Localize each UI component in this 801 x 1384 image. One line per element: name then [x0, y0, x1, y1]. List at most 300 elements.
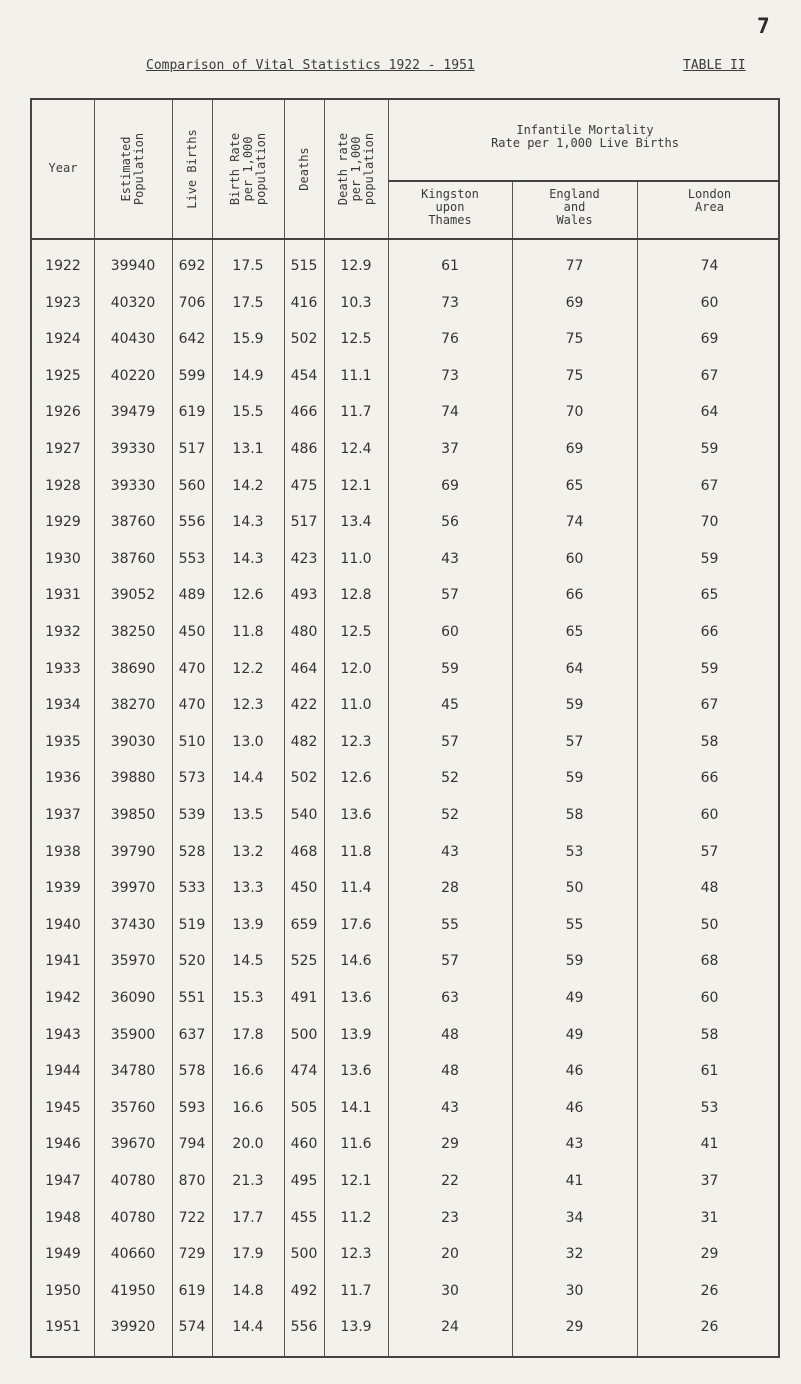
- cell-population: 39880: [110, 770, 156, 787]
- cell-london-rate: 66: [700, 624, 719, 640]
- cell-london-rate: 31: [700, 1209, 719, 1226]
- cell-population: 40220: [110, 367, 156, 384]
- cell-birth-rate: 13.9: [232, 916, 264, 933]
- cell-london-rate: 60: [700, 990, 719, 1006]
- cell-kingston-rate: 28: [441, 880, 459, 897]
- cell-year: 1951: [45, 1319, 81, 1336]
- cell-london-rate: 26: [700, 1282, 719, 1299]
- cell-year: 1946: [45, 1136, 81, 1153]
- cell-year: 1948: [45, 1209, 81, 1226]
- cell-england-rate: 69: [565, 441, 584, 457]
- cell-london-rate: 59: [700, 550, 719, 567]
- table-row: [32, 770, 782, 800]
- cell-kingston-rate: 63: [441, 990, 459, 1006]
- cell-year: 1945: [45, 1099, 81, 1116]
- cell-population: 35900: [110, 1026, 156, 1043]
- cell-kingston-rate: 57: [441, 953, 459, 970]
- cell-england-rate: 60: [565, 550, 584, 567]
- table-row: [32, 807, 782, 837]
- cell-london-rate: 41: [700, 1136, 719, 1153]
- cell-kingston-rate: 76: [441, 331, 459, 348]
- cell-population: 39052: [110, 587, 156, 604]
- table-row: [32, 844, 782, 874]
- cell-death-rate: 11.7: [340, 404, 372, 421]
- cell-birth-rate: 14.2: [232, 477, 264, 494]
- cell-birth-rate: 14.9: [232, 367, 264, 384]
- cell-england-rate: 69: [565, 294, 584, 311]
- cell-kingston-rate: 52: [441, 770, 459, 787]
- cell-death-rate: 12.1: [340, 477, 372, 494]
- cell-death-rate: 14.6: [340, 953, 372, 970]
- cell-deaths: 659: [290, 916, 318, 933]
- cell-deaths: 493: [290, 587, 318, 604]
- cell-deaths: 416: [290, 294, 318, 311]
- cell-population: 35760: [110, 1099, 156, 1116]
- cell-year: 1927: [45, 441, 81, 457]
- table-row: [32, 697, 782, 727]
- cell-london-rate: 60: [700, 807, 719, 823]
- cell-london-rate: 58: [700, 733, 719, 750]
- cell-birth-rate: 14.4: [232, 1319, 264, 1336]
- header-deaths: Deaths: [296, 147, 311, 191]
- cell-year: 1935: [45, 733, 81, 750]
- cell-london-rate: 29: [700, 1246, 719, 1263]
- table-row: [32, 1027, 782, 1057]
- table-row: [32, 587, 782, 617]
- table-row: [32, 295, 782, 325]
- cell-death-rate: 11.4: [340, 880, 372, 897]
- cell-deaths: 486: [290, 441, 318, 457]
- cell-deaths: 525: [290, 953, 318, 970]
- cell-year: 1942: [45, 990, 81, 1006]
- cell-deaths: 502: [290, 770, 318, 787]
- cell-england-rate: 32: [565, 1246, 584, 1263]
- cell-live-births: 553: [178, 550, 206, 567]
- table-row: [32, 368, 782, 398]
- cell-london-rate: 65: [700, 587, 719, 604]
- cell-population: 39330: [110, 477, 156, 494]
- cell-england-rate: 46: [565, 1099, 584, 1116]
- cell-kingston-rate: 73: [441, 294, 459, 311]
- cell-population: 38250: [110, 624, 156, 640]
- cell-london-rate: 66: [700, 770, 719, 787]
- cell-birth-rate: 21.3: [232, 1173, 264, 1189]
- cell-london-rate: 37: [700, 1173, 719, 1189]
- cell-live-births: 450: [178, 624, 206, 640]
- cell-kingston-rate: 57: [441, 733, 459, 750]
- table-row: [32, 514, 782, 544]
- cell-england-rate: 43: [565, 1136, 584, 1153]
- cell-london-rate: 69: [700, 331, 719, 348]
- cell-london-rate: 59: [700, 660, 719, 677]
- cell-birth-rate: 13.5: [232, 807, 264, 823]
- cell-live-births: 870: [178, 1173, 206, 1189]
- cell-deaths: 475: [290, 477, 318, 494]
- cell-deaths: 466: [290, 404, 318, 421]
- cell-london-rate: 67: [700, 367, 719, 384]
- cell-england-rate: 59: [565, 953, 584, 970]
- cell-deaths: 505: [290, 1099, 318, 1116]
- cell-population: 38760: [110, 514, 156, 531]
- cell-death-rate: 11.7: [340, 1282, 372, 1299]
- table-row: [32, 478, 782, 508]
- cell-kingston-rate: 45: [441, 697, 459, 714]
- header-infantile-mortality: Infantile Mortality Rate per 1,000 Live Births: [491, 123, 679, 150]
- cell-kingston-rate: 52: [441, 807, 459, 823]
- cell-death-rate: 13.6: [340, 807, 372, 823]
- cell-england-rate: 75: [565, 331, 584, 348]
- cell-kingston-rate: 48: [441, 1063, 459, 1080]
- cell-kingston-rate: 61: [441, 258, 459, 274]
- cell-deaths: 540: [290, 807, 318, 823]
- cell-kingston-rate: 60: [441, 624, 459, 640]
- cell-population: 39030: [110, 733, 156, 750]
- cell-birth-rate: 16.6: [232, 1099, 264, 1116]
- table-row: [32, 551, 782, 581]
- cell-birth-rate: 14.4: [232, 770, 264, 787]
- cell-death-rate: 12.4: [340, 441, 372, 457]
- cell-death-rate: 13.6: [340, 1063, 372, 1080]
- cell-england-rate: 65: [565, 477, 584, 494]
- cell-london-rate: 74: [700, 258, 719, 274]
- cell-death-rate: 11.8: [340, 843, 372, 860]
- cell-deaths: 422: [290, 697, 318, 714]
- cell-england-rate: 58: [565, 807, 584, 823]
- cell-birth-rate: 12.6: [232, 587, 264, 604]
- table-row: [32, 1210, 782, 1240]
- cell-live-births: 794: [178, 1136, 206, 1153]
- header-population: Estimated Population: [119, 132, 146, 206]
- cell-live-births: 593: [178, 1099, 206, 1116]
- table-row: [32, 1283, 782, 1313]
- cell-population: 39920: [110, 1319, 156, 1336]
- cell-birth-rate: 15.5: [232, 404, 264, 421]
- cell-live-births: 539: [178, 807, 206, 823]
- cell-england-rate: 55: [565, 916, 584, 933]
- cell-deaths: 460: [290, 1136, 318, 1153]
- cell-kingston-rate: 20: [441, 1246, 459, 1263]
- cell-year: 1949: [45, 1246, 81, 1263]
- cell-population: 40430: [110, 331, 156, 348]
- table-row: [32, 404, 782, 434]
- cell-deaths: 500: [290, 1026, 318, 1043]
- cell-kingston-rate: 55: [441, 916, 459, 933]
- page-number: 7: [757, 14, 770, 38]
- cell-live-births: 517: [178, 441, 206, 457]
- cell-london-rate: 68: [700, 953, 719, 970]
- table-row: [32, 258, 782, 288]
- cell-death-rate: 13.6: [340, 990, 372, 1006]
- cell-death-rate: 12.1: [340, 1173, 372, 1189]
- cell-population: 41950: [110, 1282, 156, 1299]
- header-kingston: Kingston upon Thames: [421, 187, 479, 227]
- cell-birth-rate: 14.3: [232, 550, 264, 567]
- cell-birth-rate: 17.7: [232, 1209, 264, 1226]
- cell-population: 40660: [110, 1246, 156, 1263]
- cell-live-births: 551: [178, 990, 206, 1006]
- cell-london-rate: 64: [700, 404, 719, 421]
- cell-london-rate: 61: [700, 1063, 719, 1080]
- cell-england-rate: 70: [565, 404, 584, 421]
- table-row: [32, 1246, 782, 1276]
- cell-england-rate: 66: [565, 587, 584, 604]
- cell-death-rate: 14.1: [340, 1099, 372, 1116]
- cell-birth-rate: 13.3: [232, 880, 264, 897]
- table-row: [32, 917, 782, 947]
- table-row: [32, 990, 782, 1020]
- cell-england-rate: 57: [565, 733, 584, 750]
- cell-population: 38690: [110, 660, 156, 677]
- cell-england-rate: 34: [565, 1209, 584, 1226]
- cell-population: 37430: [110, 916, 156, 933]
- table-row: [32, 1319, 782, 1349]
- cell-deaths: 556: [290, 1319, 318, 1336]
- cell-population: 39479: [110, 404, 156, 421]
- table-row: [32, 1100, 782, 1130]
- cell-kingston-rate: 43: [441, 843, 459, 860]
- cell-death-rate: 10.3: [340, 294, 372, 311]
- cell-deaths: 492: [290, 1282, 318, 1299]
- cell-live-births: 520: [178, 953, 206, 970]
- cell-death-rate: 17.6: [340, 916, 372, 933]
- cell-kingston-rate: 29: [441, 1136, 459, 1153]
- cell-deaths: 517: [290, 514, 318, 531]
- cell-england-rate: 30: [565, 1282, 584, 1299]
- header-live-births: Live Births: [184, 129, 199, 209]
- cell-year: 1938: [45, 843, 81, 860]
- cell-england-rate: 50: [565, 880, 584, 897]
- cell-deaths: 454: [290, 367, 318, 384]
- cell-live-births: 578: [178, 1063, 206, 1080]
- cell-birth-rate: 14.3: [232, 514, 264, 531]
- cell-live-births: 722: [178, 1209, 206, 1226]
- cell-population: 34780: [110, 1063, 156, 1080]
- cell-live-births: 573: [178, 770, 206, 787]
- cell-live-births: 574: [178, 1319, 206, 1336]
- table-label: TABLE II: [683, 58, 746, 73]
- table-row: [32, 661, 782, 691]
- cell-live-births: 510: [178, 733, 206, 750]
- cell-population: 38270: [110, 697, 156, 714]
- cell-year: 1929: [45, 514, 81, 531]
- cell-london-rate: 50: [700, 916, 719, 933]
- cell-live-births: 556: [178, 514, 206, 531]
- cell-year: 1930: [45, 550, 81, 567]
- cell-england-rate: 41: [565, 1173, 584, 1189]
- cell-population: 40320: [110, 294, 156, 311]
- cell-london-rate: 48: [700, 880, 719, 897]
- cell-live-births: 560: [178, 477, 206, 494]
- cell-kingston-rate: 43: [441, 550, 459, 567]
- cell-population: 40780: [110, 1173, 156, 1189]
- cell-kingston-rate: 57: [441, 587, 459, 604]
- cell-population: 39940: [110, 258, 156, 274]
- cell-live-births: 519: [178, 916, 206, 933]
- table-row: [32, 441, 782, 471]
- cell-england-rate: 49: [565, 1026, 584, 1043]
- cell-death-rate: 11.6: [340, 1136, 372, 1153]
- cell-death-rate: 13.9: [340, 1026, 372, 1043]
- cell-england-rate: 46: [565, 1063, 584, 1080]
- cell-year: 1931: [45, 587, 81, 604]
- cell-birth-rate: 17.5: [232, 294, 264, 311]
- table-row: [32, 880, 782, 910]
- cell-deaths: 500: [290, 1246, 318, 1263]
- cell-year: 1936: [45, 770, 81, 787]
- cell-england-rate: 49: [565, 990, 584, 1006]
- cell-birth-rate: 20.0: [232, 1136, 264, 1153]
- table-row: [32, 953, 782, 983]
- cell-live-births: 706: [178, 294, 206, 311]
- cell-live-births: 619: [178, 404, 206, 421]
- cell-birth-rate: 16.6: [232, 1063, 264, 1080]
- cell-live-births: 619: [178, 1282, 206, 1299]
- header-england-wales: England and Wales: [549, 187, 600, 227]
- cell-london-rate: 59: [700, 441, 719, 457]
- cell-birth-rate: 12.2: [232, 660, 264, 677]
- cell-deaths: 491: [290, 990, 318, 1006]
- cell-england-rate: 75: [565, 367, 584, 384]
- cell-england-rate: 29: [565, 1319, 584, 1336]
- cell-death-rate: 13.9: [340, 1319, 372, 1336]
- cell-birth-rate: 15.3: [232, 990, 264, 1006]
- cell-kingston-rate: 74: [441, 404, 459, 421]
- cell-population: 39670: [110, 1136, 156, 1153]
- cell-birth-rate: 13.2: [232, 843, 264, 860]
- cell-deaths: 502: [290, 331, 318, 348]
- header-birth-rate: Birth Rate per 1,000 population: [227, 132, 268, 206]
- cell-year: 1933: [45, 660, 81, 677]
- cell-deaths: 455: [290, 1209, 318, 1226]
- cell-year: 1924: [45, 331, 81, 348]
- cell-kingston-rate: 73: [441, 367, 459, 384]
- cell-year: 1950: [45, 1282, 81, 1299]
- cell-london-rate: 67: [700, 477, 719, 494]
- header-year: Year: [48, 161, 78, 175]
- cell-death-rate: 11.0: [340, 697, 372, 714]
- cell-live-births: 470: [178, 697, 206, 714]
- cell-deaths: 515: [290, 258, 318, 274]
- cell-year: 1925: [45, 367, 81, 384]
- cell-year: 1940: [45, 916, 81, 933]
- cell-population: 40780: [110, 1209, 156, 1226]
- cell-birth-rate: 17.5: [232, 258, 264, 274]
- cell-live-births: 637: [178, 1026, 206, 1043]
- cell-england-rate: 65: [565, 624, 584, 640]
- cell-year: 1932: [45, 624, 81, 640]
- cell-year: 1943: [45, 1026, 81, 1043]
- cell-death-rate: 12.0: [340, 660, 372, 677]
- cell-population: 35970: [110, 953, 156, 970]
- cell-kingston-rate: 59: [441, 660, 459, 677]
- vital-statistics-table: [30, 98, 780, 1358]
- table-row: [32, 624, 782, 654]
- cell-deaths: 482: [290, 733, 318, 750]
- cell-birth-rate: 14.5: [232, 953, 264, 970]
- cell-deaths: 468: [290, 843, 318, 860]
- table-row: [32, 734, 782, 764]
- table-row: [32, 1063, 782, 1093]
- table-row: [32, 331, 782, 361]
- cell-england-rate: 74: [565, 514, 584, 531]
- cell-deaths: 480: [290, 624, 318, 640]
- cell-year: 1923: [45, 294, 81, 311]
- cell-england-rate: 77: [565, 258, 584, 274]
- cell-death-rate: 12.3: [340, 733, 372, 750]
- cell-birth-rate: 12.3: [232, 697, 264, 714]
- cell-deaths: 423: [290, 550, 318, 567]
- cell-england-rate: 59: [565, 770, 584, 787]
- cell-kingston-rate: 69: [441, 477, 459, 494]
- cell-population: 36090: [110, 990, 156, 1006]
- cell-death-rate: 12.8: [340, 587, 372, 604]
- cell-deaths: 474: [290, 1063, 318, 1080]
- cell-year: 1947: [45, 1173, 81, 1189]
- cell-death-rate: 11.2: [340, 1209, 372, 1226]
- cell-kingston-rate: 30: [441, 1282, 459, 1299]
- cell-year: 1941: [45, 953, 81, 970]
- cell-london-rate: 57: [700, 843, 719, 860]
- cell-death-rate: 12.5: [340, 624, 372, 640]
- header-death-rate: Death rate per 1,000 population: [335, 132, 376, 206]
- cell-population: 39790: [110, 843, 156, 860]
- cell-birth-rate: 15.9: [232, 331, 264, 348]
- header-london: London Area: [687, 187, 732, 214]
- cell-population: 38760: [110, 550, 156, 567]
- cell-year: 1934: [45, 697, 81, 714]
- cell-kingston-rate: 22: [441, 1173, 459, 1189]
- cell-live-births: 533: [178, 880, 206, 897]
- cell-death-rate: 12.5: [340, 331, 372, 348]
- cell-kingston-rate: 23: [441, 1209, 459, 1226]
- cell-kingston-rate: 56: [441, 514, 459, 531]
- cell-death-rate: 13.4: [340, 514, 372, 531]
- cell-london-rate: 67: [700, 697, 719, 714]
- cell-birth-rate: 11.8: [232, 624, 264, 640]
- cell-population: 39330: [110, 441, 156, 457]
- cell-deaths: 450: [290, 880, 318, 897]
- cell-kingston-rate: 43: [441, 1099, 459, 1116]
- cell-death-rate: 12.6: [340, 770, 372, 787]
- cell-london-rate: 53: [700, 1099, 719, 1116]
- table-row: [32, 1173, 782, 1203]
- cell-birth-rate: 14.8: [232, 1282, 264, 1299]
- cell-live-births: 470: [178, 660, 206, 677]
- cell-death-rate: 12.3: [340, 1246, 372, 1263]
- cell-kingston-rate: 37: [441, 441, 459, 457]
- cell-live-births: 528: [178, 843, 206, 860]
- cell-population: 39850: [110, 807, 156, 823]
- cell-year: 1939: [45, 880, 81, 897]
- cell-london-rate: 60: [700, 294, 719, 311]
- cell-england-rate: 64: [565, 660, 584, 677]
- cell-year: 1928: [45, 477, 81, 494]
- cell-london-rate: 58: [700, 1026, 719, 1043]
- cell-population: 39970: [110, 880, 156, 897]
- cell-england-rate: 53: [565, 843, 584, 860]
- cell-birth-rate: 17.8: [232, 1026, 264, 1043]
- cell-death-rate: 11.0: [340, 550, 372, 567]
- cell-london-rate: 70: [700, 514, 719, 531]
- cell-birth-rate: 13.1: [232, 441, 264, 457]
- cell-london-rate: 26: [700, 1319, 719, 1336]
- cell-year: 1926: [45, 404, 81, 421]
- cell-live-births: 729: [178, 1246, 206, 1263]
- cell-england-rate: 59: [565, 697, 584, 714]
- cell-kingston-rate: 48: [441, 1026, 459, 1043]
- cell-year: 1922: [45, 258, 81, 274]
- cell-year: 1937: [45, 807, 81, 823]
